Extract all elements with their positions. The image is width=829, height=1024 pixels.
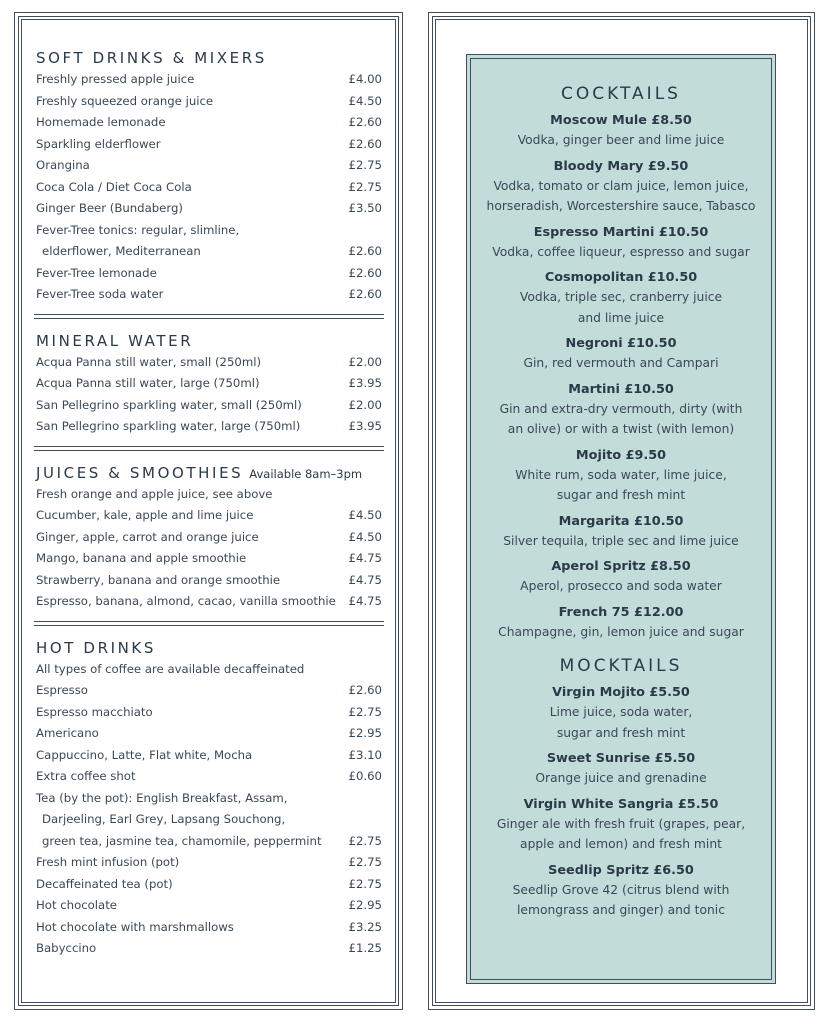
drink-description-line: Vodka, ginger beer and lime juice <box>517 133 725 147</box>
drink-description-line: apple and lemon) and fresh mint <box>520 837 722 851</box>
menu-item-price: £2.60 <box>348 683 382 697</box>
menu-item-row <box>36 917 382 939</box>
menu-item-row <box>36 680 382 702</box>
menu-item-row <box>36 852 382 874</box>
menu-item-price: £3.50 <box>348 201 382 215</box>
drink-description-line: an olive) or with a twist (with lemon) <box>507 422 735 436</box>
soft-drinks-section <box>36 49 382 306</box>
menu-item-name: Fever-Tree lemonade <box>36 265 157 280</box>
menu-item-price: £2.75 <box>348 833 382 848</box>
drink-entry <box>467 684 775 743</box>
cocktails-title: COCKTAILS <box>561 84 681 104</box>
menu-item-name: San Pellegrino sparkling water, small (250ml) <box>36 397 302 412</box>
drink-name-price: Cosmopolitan £10.50 <box>544 270 698 285</box>
juices-title-text: JUICES & SMOOTHIES <box>36 463 244 482</box>
drink-name-price: Negroni £10.50 <box>565 336 677 351</box>
menu-item-row <box>36 938 382 960</box>
drink-name-price: Moscow Mule £8.50 <box>550 113 692 128</box>
menu-item-name: Hot chocolate <box>36 898 117 912</box>
juices-availability-note: Available 8am–3pm <box>249 466 363 481</box>
drink-name-price: Bloody Mary £9.50 <box>553 158 689 174</box>
drink-entry <box>467 513 775 552</box>
drink-entry <box>467 604 775 643</box>
menu-item-price: £4.50 <box>348 508 382 522</box>
menu-item-name: Ginger, apple, carrot and orange juice <box>36 529 259 544</box>
menu-item-row <box>36 548 382 570</box>
drink-entry <box>467 224 775 263</box>
menu-item-price: £1.25 <box>348 941 382 955</box>
menu-item-price: £2.75 <box>348 855 382 869</box>
mineral-water-title: MINERAL WATER <box>36 331 194 350</box>
menu-item-name: Freshly squeezed orange juice <box>36 93 214 108</box>
mineral-water-section <box>36 332 382 438</box>
menu-item-row <box>36 831 382 853</box>
menu-item-row <box>36 198 382 220</box>
drink-entry <box>467 335 775 374</box>
menu-item-name: Hot chocolate with marshmallows <box>36 919 234 934</box>
hot-drinks-section <box>36 639 382 960</box>
drink-description-line: Vodka, tomato or clam juice, lemon juice, <box>493 178 749 193</box>
menu-item-row <box>36 373 382 395</box>
menu-item-price: £2.60 <box>348 244 382 258</box>
menu-item-name: Fresh mint infusion (pot) <box>36 855 180 869</box>
menu-item-price: £2.75 <box>348 179 382 194</box>
menu-item-row <box>36 91 382 113</box>
drink-description-line: Vodka, triple sec, cranberry juice <box>519 290 723 304</box>
menu-item-row <box>36 69 382 91</box>
menu-item-name: Orangina <box>36 158 90 172</box>
menu-item-row <box>36 591 382 613</box>
drink-description-line: horseradish, Worcestershire sauce, Tabasco <box>486 199 756 213</box>
drink-description-line: White rum, soda water, lime juice, <box>515 467 727 482</box>
menu-item-row <box>36 788 382 810</box>
drink-name-price: Sweet Sunrise £5.50 <box>546 751 696 766</box>
drink-description-line: Lime juice, soda water, <box>549 705 693 719</box>
menu-item-price: £3.10 <box>348 747 382 762</box>
drink-entry <box>467 269 775 328</box>
menu-item-row <box>36 241 382 263</box>
drink-entry <box>467 112 775 151</box>
cocktails-list <box>467 112 775 642</box>
menu-item-name: Strawberry, banana and orange smoothie <box>36 572 281 587</box>
menu-item-price: £4.50 <box>348 93 382 108</box>
menu-item-row <box>36 220 382 242</box>
drink-description-line: and lime juice <box>577 310 665 325</box>
menu-item-price: £4.50 <box>348 529 382 544</box>
menu-item-name: Fresh orange and apple juice, see above <box>36 486 273 501</box>
menu-item-price: £4.75 <box>348 594 382 608</box>
menu-item-row <box>36 155 382 177</box>
drink-description-line: Silver tequila, triple sec and lime juice <box>503 533 739 548</box>
menu-item-price: £2.60 <box>348 287 382 301</box>
drink-name-price: French 75 £12.00 <box>558 604 684 620</box>
right-menu-panel <box>428 12 815 1010</box>
juices-list <box>36 484 382 613</box>
mineral-water-list <box>36 352 382 438</box>
menu-item-row <box>36 395 382 417</box>
juices-section <box>36 464 382 613</box>
menu-item-price: £2.60 <box>348 136 382 151</box>
menu-item-name: San Pellegrino sparkling water, large (750ml) <box>36 419 301 433</box>
drink-description-line: Orange juice and grenadine <box>535 771 707 785</box>
drink-name-price: Espresso Martini £10.50 <box>533 224 709 240</box>
menu-item-name: Extra coffee shot <box>36 769 136 783</box>
menu-item-price: £0.60 <box>348 769 382 783</box>
drink-entry <box>467 750 775 789</box>
menu-item-row <box>36 723 382 745</box>
menu-item-name: Sparkling elderflower <box>36 136 161 151</box>
menu-item-row <box>36 766 382 788</box>
drink-name-price: Margarita £10.50 <box>558 513 684 529</box>
menu-item-row <box>36 134 382 156</box>
menu-item-name: Cappuccino, Latte, Flat white, Mocha <box>36 747 253 762</box>
drink-name-price: Virgin White Sangria £5.50 <box>523 796 719 812</box>
left-menu-content <box>36 49 382 960</box>
menu-item-name: Decaffeinated tea (pot) <box>36 876 173 891</box>
menu-item-row <box>36 263 382 285</box>
drink-description-line: Vodka, coffee liqueur, espresso and sugar <box>492 244 750 259</box>
soft-drinks-title: SOFT DRINKS & MIXERS <box>36 49 267 67</box>
drink-entry <box>467 862 775 921</box>
soft-drinks-list <box>36 69 382 306</box>
drink-description-line: Gin, red vermouth and Campari <box>523 356 719 370</box>
drink-name-price: Aperol Spritz £8.50 <box>551 559 691 574</box>
menu-item-row <box>36 659 382 681</box>
menu-item-name: Freshly pressed apple juice <box>36 72 195 86</box>
menu-item-price: £4.00 <box>348 72 382 86</box>
menu-item-price: £3.95 <box>348 376 382 390</box>
drink-entry <box>467 447 775 506</box>
menu-item-name: Babyccino <box>36 941 97 955</box>
menu-item-price: £3.25 <box>348 919 382 934</box>
drink-entry <box>467 158 775 217</box>
menu-item-name: Darjeeling, Earl Grey, Lapsang Souchong, <box>42 812 286 826</box>
menu-item-price: £2.95 <box>348 726 382 740</box>
menu-item-name: Espresso macchiato <box>36 704 153 719</box>
menu-item-row <box>36 527 382 549</box>
left-menu-panel <box>14 12 403 1010</box>
menu-item-name: green tea, jasmine tea, chamomile, peppermint <box>42 833 322 848</box>
drink-description-line: Champagne, gin, lemon juice and sugar <box>498 624 744 639</box>
menu-item-name: All types of coffee are available decaffeinated <box>36 661 305 676</box>
menu-item-price: £2.00 <box>348 354 382 369</box>
section-divider <box>34 446 384 451</box>
menu-item-row <box>36 895 382 917</box>
menu-item-row <box>36 177 382 199</box>
menu-item-name: Cucumber, kale, apple and lime juice <box>36 508 254 522</box>
menu-item-row <box>36 352 382 374</box>
menu-item-price: £2.95 <box>348 898 382 912</box>
menu-item-name: elderflower, Mediterranean <box>42 244 201 258</box>
hot-drinks-list <box>36 659 382 960</box>
menu-item-row <box>36 416 382 438</box>
menu-item-price: £2.75 <box>348 704 382 719</box>
menu-item-name: Coca Cola / Diet Coca Cola <box>36 179 192 194</box>
menu-item-name: Ginger Beer (Bundaberg) <box>36 201 183 215</box>
drink-description-line: Gin and extra-dry vermouth, dirty (with <box>499 401 743 416</box>
section-divider <box>34 621 384 626</box>
menu-item-name: Homemade lemonade <box>36 115 166 129</box>
menu-item-row <box>36 505 382 527</box>
menu-item-name: Mango, banana and apple smoothie <box>36 551 247 565</box>
drink-entry <box>467 381 775 440</box>
drink-name-price: Seedlip Spritz £6.50 <box>548 862 694 878</box>
menu-item-name: Americano <box>36 726 99 740</box>
drink-description-line: sugar and fresh mint <box>556 488 686 502</box>
drink-entry <box>467 796 775 855</box>
menu-item-price: £2.60 <box>348 115 382 129</box>
drink-description-line: Seedlip Grove 42 (citrus blend with <box>512 882 730 897</box>
menu-item-row <box>36 112 382 134</box>
drink-entry <box>467 558 775 597</box>
menu-item-row <box>36 745 382 767</box>
mocktails-title: MOCKTAILS <box>559 656 683 676</box>
menu-item-row <box>36 874 382 896</box>
drink-description-line: Ginger ale with fresh fruit (grapes, pear, <box>496 816 746 831</box>
menu-item-name: Fever-Tree soda water <box>36 287 164 301</box>
juices-title <box>36 464 382 482</box>
menu-item-price: £2.75 <box>348 158 382 172</box>
menu-item-name: Tea (by the pot): English Breakfast, Assam, <box>36 790 288 805</box>
drink-name-price: Martini £10.50 <box>568 381 674 397</box>
drink-description-line: sugar and fresh mint <box>556 725 686 740</box>
menu-item-name: Espresso <box>36 683 88 697</box>
menu-item-name: Espresso, banana, almond, cacao, vanilla smoothie <box>36 594 336 608</box>
menu-item-price: £2.00 <box>348 397 382 412</box>
menu-item-name: Acqua Panna still water, large (750ml) <box>36 376 260 390</box>
menu-item-price: £2.60 <box>348 265 382 280</box>
drink-name-price: Virgin Mojito £5.50 <box>552 685 690 700</box>
menu-item-row <box>36 484 382 506</box>
mocktails-list <box>467 684 775 921</box>
cocktails-box <box>466 54 776 984</box>
hot-drinks-title: HOT DRINKS <box>36 638 156 657</box>
menu-item-row <box>36 570 382 592</box>
section-divider <box>34 314 384 319</box>
menu-item-row <box>36 702 382 724</box>
drink-description-line: Aperol, prosecco and soda water <box>520 579 722 593</box>
menu-item-price: £3.95 <box>348 419 382 433</box>
menu-item-name: Fever-Tree tonics: regular, slimline, <box>36 222 240 237</box>
menu-item-price: £4.75 <box>348 551 382 565</box>
drink-name-price: Mojito £9.50 <box>575 447 667 463</box>
drink-description-line: lemongrass and ginger) and tonic <box>517 903 725 917</box>
menu-item-price: £2.75 <box>348 876 382 891</box>
menu-item-price: £4.75 <box>348 572 382 587</box>
menu-item-row <box>36 809 382 831</box>
menu-item-row <box>36 284 382 306</box>
menu-item-name: Acqua Panna still water, small (250ml) <box>36 354 262 369</box>
